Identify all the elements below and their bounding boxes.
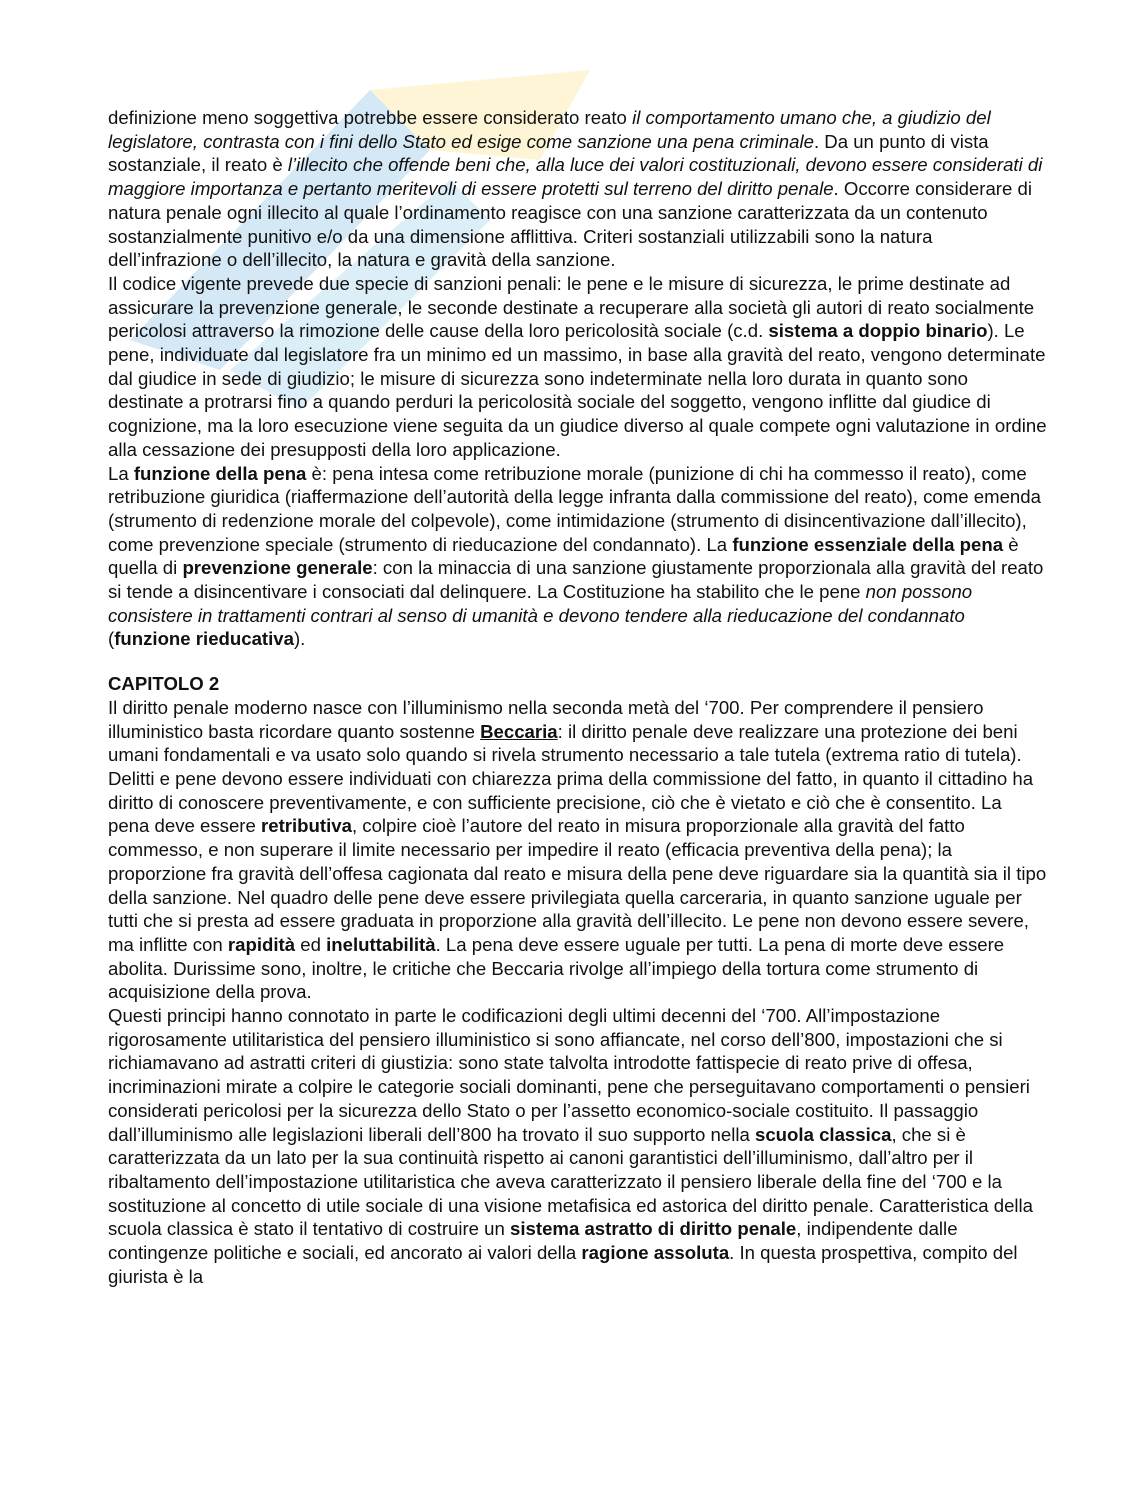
bold-doppio-binario: sistema a doppio binario <box>768 320 988 342</box>
paragraph-gap <box>108 651 1048 672</box>
paragraph-scuola-classica: Questi principi hanno connotato in parte le codificazioni degli ultimi decenni del ‘700. All’impostazione rigorosamente utilitaristica del pensiero illuministico si sono affiancate, nel corso dell’800, impostazioni che si richiamavano ad astratti criteri di giustizia: sono state talvolta introdotte fattispecie di reato prive di offesa, incriminazioni mirate a colpire le categorie sociali dominanti, pene che perseguitavano comportamenti o pensieri considerati pericolosi per la sicurezza dello Stato o per l’assetto economico-sociale costituito. Il passaggio dall’illuminismo alle legislazioni liberali dell’800 ha trovato il suo supporto nella scuola classica, che si è caratterizzata da un lato per la sua continuità rispetto ai canoni garantistici dell’illuminismo, dall’altro per il ribaltamento dell’impostazione utilitaristica che aveva caratterizzato il pensiero liberale della fine del ‘700 e la sostituzione al concetto di utile sociale di una visione metafisica ed astorica del diritto penale. Caratteristica della scuola classica è stato il tentativo di costruire un sistema astratto di diritto penale, indipendente dalle contingenze politiche e sociali, ed ancorato ai valori della ragione assoluta. In questa prospettiva, compito del giurista è la <box>108 1005 1034 1287</box>
paragraph-sanzioni-penali: Il codice vigente prevede due specie di sanzioni penali: le pene e le misure di sicurezza, le prime destinate ad assicurare la prevenzione generale, le seconde destinate a recuperare alla società gli autori di reato socialmente pericolosi attraverso la rimozione delle cause della loro pericolosità sociale (c.d. sistema a doppio binario). Le pene, individuate dal legislatore fra un minimo ed un massimo, in base alla gravità del reato, vengono determinate dal giudice in sede di giudizio; le misure di sicurezza sono indeterminate nella loro durata in quanto sono destinate a protrarsi fino a quando perduri la pericolosità sociale del soggetto, vengono inflitte dal giudice di cognizione, ma la loro esecuzione viene seguita da un giudice diverso al quale compete ogni valutazione in ordine alla cessazione dei presupposti della loro applicazione. <box>108 272 1047 460</box>
italic-definizione: il comportamento umano che, a giudizio del legislatore, contrasta con i fini dello Stato ed esige come sanzione una pena criminale <box>108 107 991 152</box>
paragraph-illuminismo: Il diritto penale moderno nasce con l’illuminismo nella seconda metà del ‘700. Per comprendere il pensiero illuministico basta ricordare quanto sostenne Beccaria: il diritto penale deve realizzare una protezione dei beni umani fondamentali e va usato solo quando si rivela strumento necessario a tale tutela (extrema ratio di tutela). Delitti e pene devono essere individuati con chiarezza prima della commissione del fatto, in quanto il cittadino ha diritto di conoscere preventivamente, e con sufficiente precisione, ciò che è vietato e ciò che è consentito. La pena deve essere retributiva, colpire cioè l’autore del reato in misura proporzionale alla gravità del fatto commesso, e non superare il limite necessario per impedire il reato (efficacia preventiva della pena); la proporzione fra gravità dell’offesa cagionata dal reato e misura della pene deve riguardare sia la quantità sia il tipo della sanzione. Nel quadro delle pene deve essere privilegiata quella carceraria, in quanto sanzione uguale per tutti che si presta ad essere graduata in proporzione alla gravità dell’illecito. Le pene non devono essere severe, ma inflitte con rapidità ed ineluttabilità. La pena deve essere uguale per tutti. La pena di morte deve essere abolita. Durissime sono, inoltre, le critiche che Beccaria rivolge all’impiego della tortura come strumento di acquisizione della prova. <box>108 696 1047 1003</box>
paragraph-funzione-pena: La funzione della pena è: pena intesa come retribuzione morale (punizione di chi ha commesso il reato), come retribuzione giuridica (riaffermazione dell’autorità della legge infranta dalla commissione del reato), come emenda (strumento di redenzione morale del colpevole), come intimidazione (strumento di disincentivazione dall’illecito), come prevenzione speciale (strumento di rieducazione del condannato). La funzione essenziale della pena è quella di prevenzione generale: con la minaccia di una sanzione giustamente proporzionala alla gravità del reato si tende a disincentivare i consociati dal delinquere. La Costituzione ha stabilito che le pene non possono consistere in trattamenti contrari al senso di umanità e devono tendere alla rieducazione del condannato (funzione rieducativa). <box>108 462 1044 650</box>
paragraph-definizione-reato: definizione meno soggettiva potrebbe essere considerato reato il comportamento umano che, a giudizio del legislatore, contrasta con i fini dello Stato ed esige come sanzione una pena criminale. Da un punto di vista sostanziale, il reato è l’illecito che offende beni che, alla luce dei valori costituzionali, devono essere considerati di maggiore importanza e pertanto meritevoli di essere protetti sul terreno del diritto penale. Occorre considerare di natura penale ogni illecito al quale l’ordinamento reagisce con una sanzione caratterizzata da un contenuto sostanzialmente punitivo e/o da una dimensione afflittiva. Criteri sostanziali utilizzabili sono la natura dell’infrazione o dell’illecito, la natura e gravità della sanzione. <box>108 107 1043 271</box>
document-page <box>108 106 1048 1288</box>
italic-illecito: l’illecito che offende beni che, alla luce dei valori costituzionali, devono essere considerati di maggiore importanza e pertanto meritevoli di essere protetti sul terreno del diritto penale <box>108 154 1043 200</box>
chapter-heading: CAPITOLO 2 <box>108 673 220 695</box>
bold-underlined-beccaria: Beccaria <box>480 720 558 742</box>
